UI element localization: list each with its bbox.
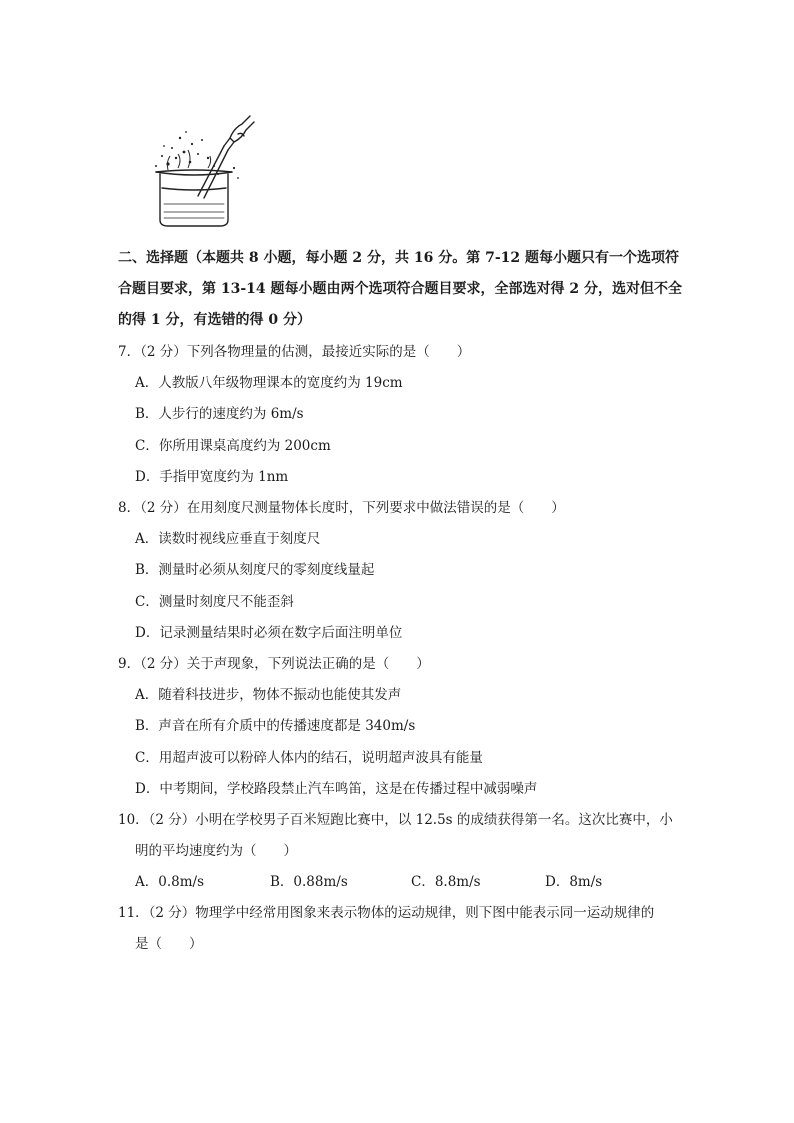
section-heading: 二、选择题（本题共 8 小题，每小题 2 分，共 16 分。第 7-12 题每小题只有一个选项符合题目要求，第 13-14 题每小题由两个选项符合题目要求，全部选对得 2 分，选对但不全的得 1 分，有选错的得 0 分） [118, 250, 683, 328]
question-10-option-d: D．8m/s [545, 874, 603, 890]
question-8-stem: 8．（2 分）在用刻度尺测量物体长度时，下列要求中做法错误的是（ ） [118, 500, 565, 516]
question-7-stem: 7．（2 分）下列各物理量的估测，最接近实际的是（ ） [118, 344, 471, 360]
question-7-option-a: A．人教版八年级物理课本的宽度约为 19cm [135, 375, 403, 391]
question-10-stem-line1: 10．（2 分）小明在学校男子百米短跑比赛中，以 12.5s 的成绩获得第一名。这次比赛中，小 [118, 812, 673, 828]
question-7-option-c: C．你所用课桌高度约为 200cm [135, 438, 331, 454]
question-10-option-c: C．8.8m/s [411, 874, 481, 890]
question-8-option-c: C．测量时刻度尺不能歪斜 [135, 594, 294, 610]
question-9-stem: 9．（2 分）关于声现象，下列说法正确的是（ ） [118, 656, 430, 672]
question-10-stem-line2: 明的平均速度约为（ ） [135, 843, 297, 859]
question-10-option-a: A．0.8m/s [135, 874, 204, 890]
question-9-option-d: D．中考期间，学校路段禁止汽车鸣笛，这是在传播过程中减弱噪声 [135, 781, 538, 797]
question-11-stem-line1: 11．（2 分）物理学中经常用图象来表示物体的运动规律，则下图中能表示同一运动规律的 [118, 905, 655, 921]
question-9-option-b: B．声音在所有介质中的传播速度都是 340m/s [135, 718, 416, 734]
question-9-option-a: A．随着科技进步，物体不振动也能使其发声 [135, 687, 402, 703]
beaker-tuning-fork-figure [138, 108, 258, 230]
question-10-option-b: B．0.88m/s [270, 874, 348, 890]
question-8-option-d: D．记录测量结果时必须在数字后面注明单位 [135, 625, 403, 641]
question-8-option-b: B．测量时必须从刻度尺的零刻度线量起 [135, 562, 375, 578]
question-7-option-d: D．手指甲宽度约为 1nm [135, 469, 289, 485]
question-8-option-a: A．读数时视线应垂直于刻度尺 [135, 531, 321, 547]
question-7-option-b: B．人步行的速度约为 6m/s [135, 406, 304, 422]
question-11-stem-line2: 是（ ） [135, 936, 203, 952]
question-9-option-c: C．用超声波可以粉碎人体内的结石，说明超声波具有能量 [135, 750, 483, 766]
